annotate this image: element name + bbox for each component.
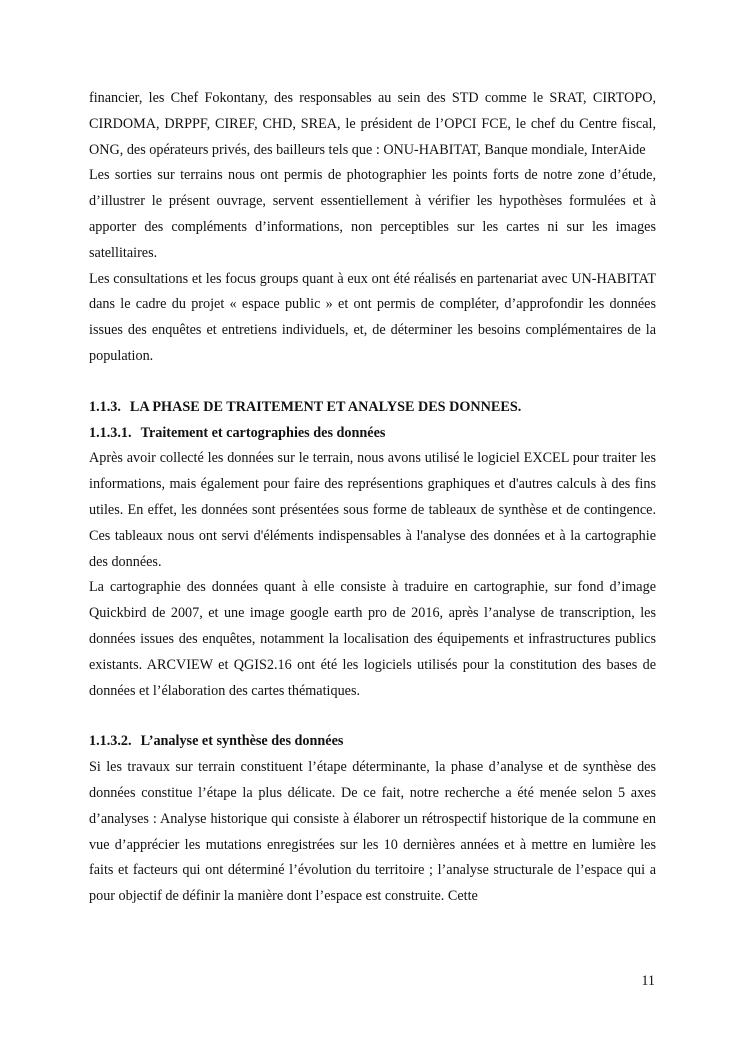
paragraph-cartography: La cartographie des données quant à elle consiste à traduire en cartographie, sur fond d’image Quickbird de 2007, et une image google earth pro de 2016, après l’analyse de transcription, les données issues des enquêtes, notamment la localisation des équipements et infrastructures publics existants. ARCVIEW et QGIS2.16 ont été les logiciels utilisés pour la constitution des bases de données et l’élaboration des cartes thématiques. <box>89 579 656 699</box>
paragraph-stakeholders: financier, les Chef Fokontany, des responsables au sein des STD comme le SRAT, CIRTOPO, CIRDOMA, DRPPF, CIREF, CHD, SREA, le président de l’OPCI FCE, le chef du Centre fiscal, ONG, des opérateurs privés, des bailleurs tels que : ONU-HABITAT, Banque mondiale, InterAide <box>89 90 656 158</box>
page-number: 11 <box>641 973 655 989</box>
paragraph-field-trips: Les sorties sur terrains nous ont permis de photographier les points forts de notre zone d’étude, d’illustrer le présent ouvrage, servent essentiellement à vérifier les hypothèses formulées et à apporter des compléments d’informations, non perceptibles sur les cartes ni sur les images satellitaires. <box>89 167 656 261</box>
section-title: Traitement et cartographies des données <box>140 424 386 441</box>
section-heading-1-1-3-1 <box>89 421 656 447</box>
section-heading-1-1-3-2 <box>89 729 656 755</box>
document-page <box>89 86 656 910</box>
paragraph-analysis-synthesis: Si les travaux sur terrain constituent l’étape déterminante, la phase d’analyse et de synthèse des données constitue l’étape la plus délicate. De ce fait, notre recherche a été menée selon 5 axes d’analyses : Analyse historique qui consiste à élaborer un rétrospectif historique de la commune en vue d’apprécier les mutations enregistrées sur les 10 dernières années et à mettre en lumière les faits et facteurs qui ont déterminé l’évolution du territoire ; l’analyse structurale de l’espace qui a pour objectif de définir la manière dont l’espace est construite. Cette <box>89 759 656 905</box>
section-title: LA PHASE DE TRAITEMENT ET ANALYSE DES DONNEES. <box>129 398 522 415</box>
section-title: L’analyse et synthèse des données <box>140 733 344 750</box>
paragraph-excel-processing: Après avoir collecté les données sur le terrain, nous avons utilisé le logiciel EXCEL pour traiter les informations, mais également pour faire des représentions graphiques et d'autres calculs à des fins utiles. En effet, les données sont présentées sous forme de tableaux de synthèse et de contingence. Ces tableaux nous ont servi d'éléments indispensables à l'analyse des données et à la cartographie des données. <box>89 450 656 570</box>
paragraph-consultations: Les consultations et les focus groups quant à eux ont été réalisés en partenariat avec UN-HABITAT dans le cadre du projet « espace public » et ont permis de compléter, d’approfondir les données issues des enquêtes et entretiens individuels, et, de déterminer les besoins complémentaires de la population. <box>89 270 656 364</box>
section-number: 1.1.3. <box>89 398 121 415</box>
spacer <box>89 370 656 395</box>
section-number: 1.1.3.1. <box>89 424 132 441</box>
section-heading-1-1-3 <box>89 395 656 421</box>
spacer <box>89 704 656 729</box>
section-number: 1.1.3.2. <box>89 733 132 750</box>
